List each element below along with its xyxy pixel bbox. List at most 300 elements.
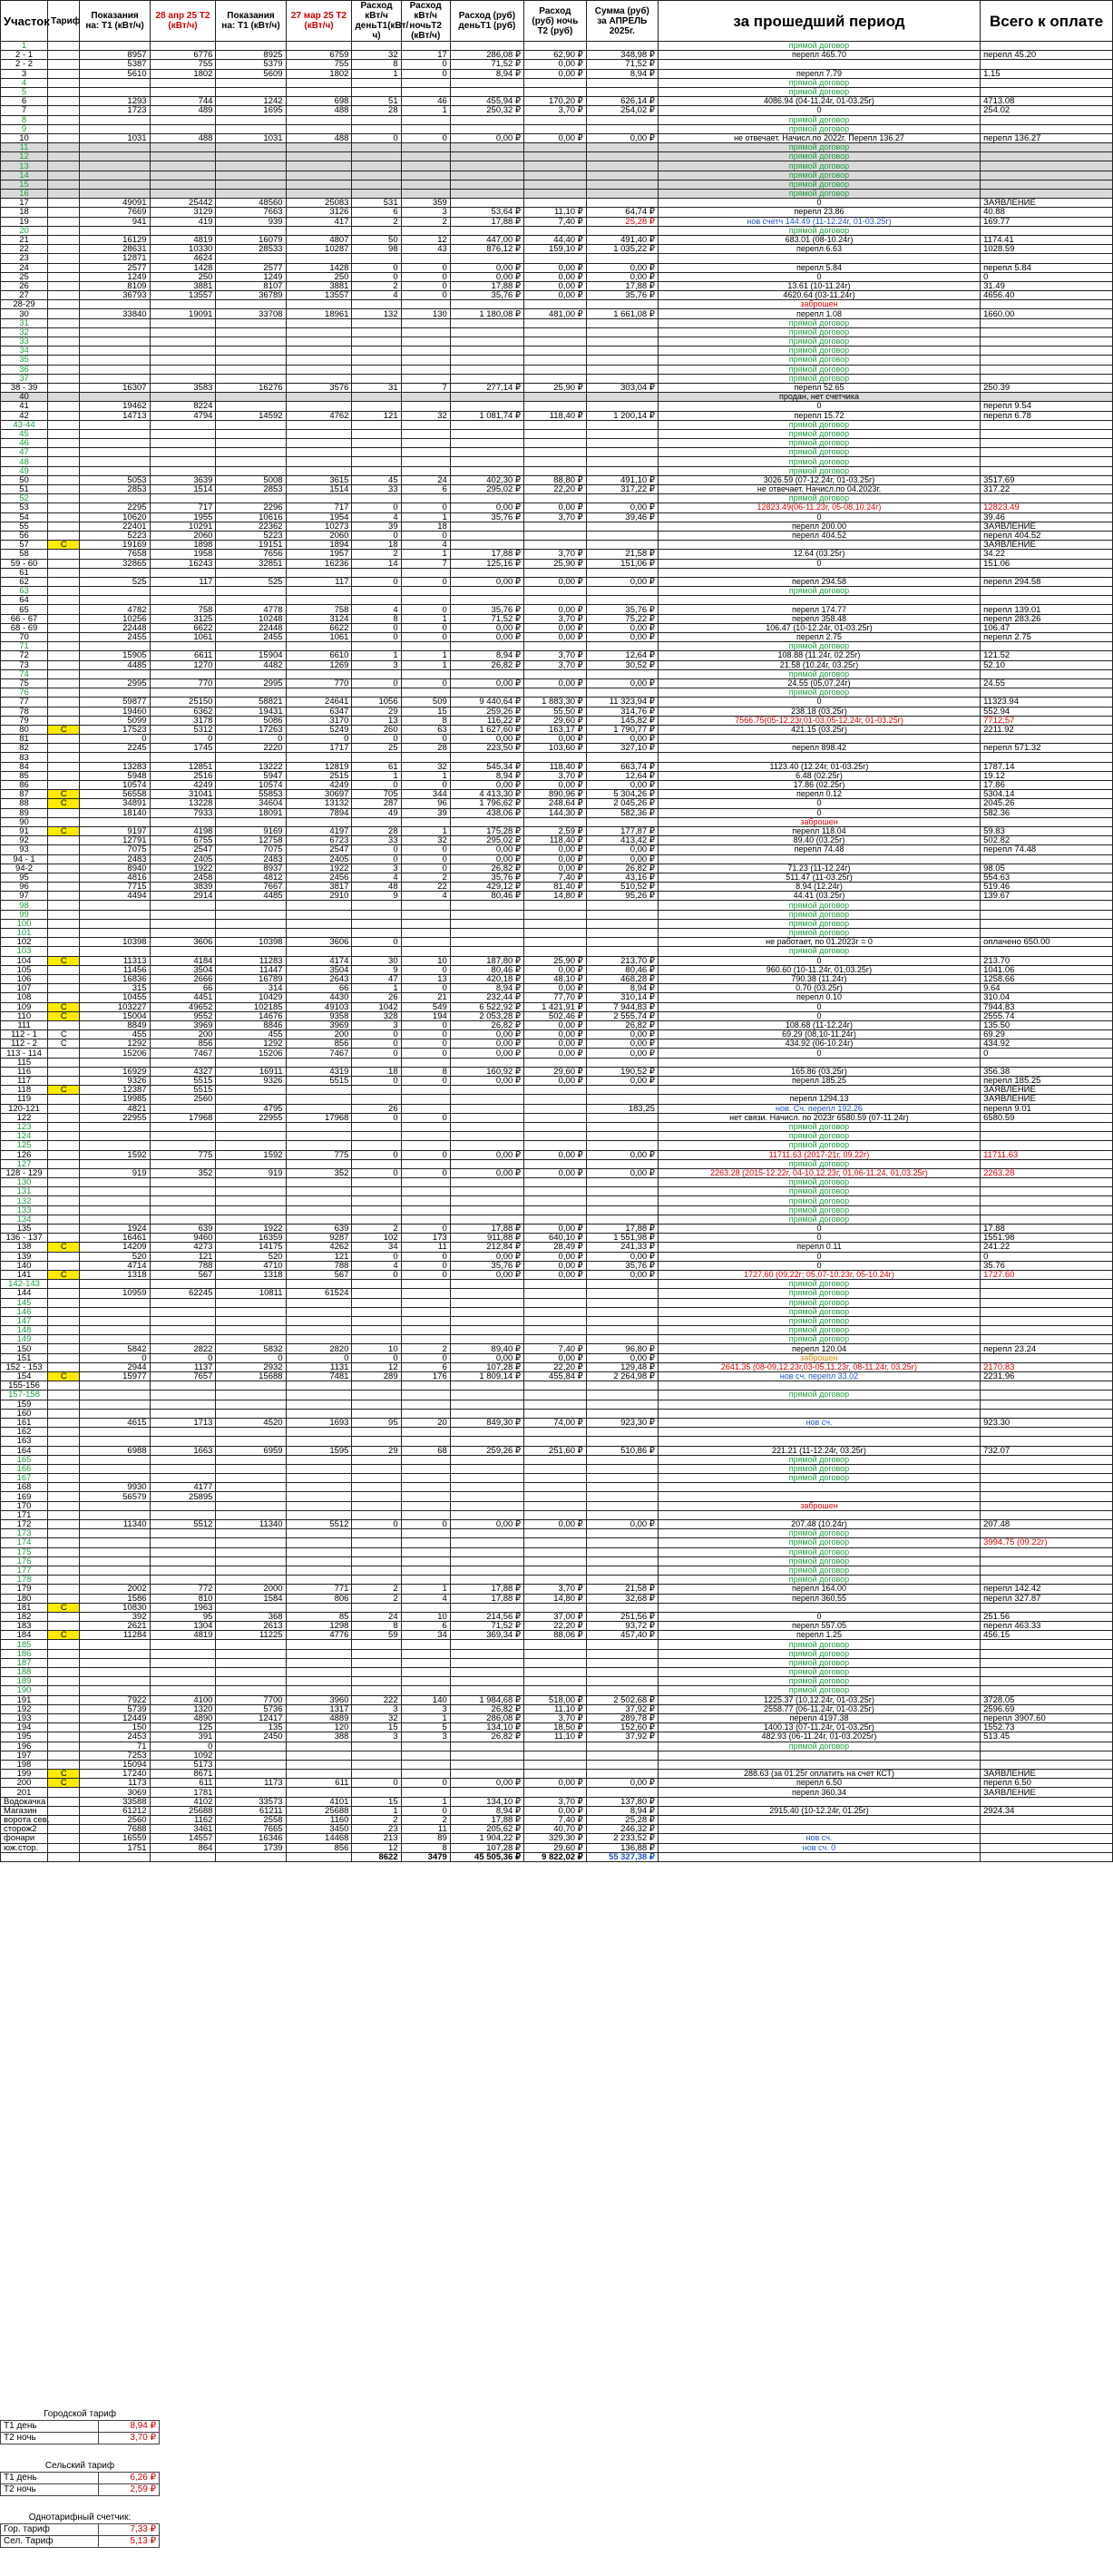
cost-t2-cell (524, 1566, 587, 1575)
cost-t2-cell: 0,00 ₽ (524, 1225, 587, 1234)
use-t1-cell (352, 1556, 401, 1566)
total-cell: перепл 136.27 (981, 133, 1113, 142)
t1-cur-cell (216, 115, 286, 124)
tariff-cell (48, 51, 80, 60)
t2-prev-cell: 13228 (150, 799, 216, 808)
use-t2-cell: 18 (401, 522, 450, 531)
table-row (1, 374, 1113, 383)
t2-cur-cell (286, 1215, 352, 1224)
t1-prev-cell (80, 929, 150, 938)
period-cell: 0 (658, 808, 980, 817)
use-t2-cell (401, 429, 450, 438)
use-t1-cell: 121 (352, 411, 401, 420)
table-row (1, 494, 1113, 503)
t2-cur-cell: 388 (286, 1732, 352, 1742)
sum-cell: 17,88 ₽ (586, 281, 658, 290)
period-cell: перепл 557.05 (658, 1622, 980, 1631)
cost-t1-cell (450, 393, 523, 402)
t1-cur-cell: 33573 (216, 1797, 286, 1806)
tariff-cell (48, 1159, 80, 1168)
sum-cell: 0,00 ₽ (586, 633, 658, 642)
table-row (1, 51, 1113, 60)
use-t1-cell (352, 1658, 401, 1667)
cost-t2-cell: 3,70 ₽ (524, 1585, 587, 1594)
plot-cell: 68 - 69 (1, 623, 48, 632)
t2-prev-cell (150, 448, 216, 457)
t1-prev-cell (80, 190, 150, 199)
cost-t1-cell (450, 115, 523, 124)
sum-cell (586, 1770, 658, 1779)
total-cell (981, 1566, 1113, 1575)
t2-prev-cell: 95 (150, 1612, 216, 1621)
use-t1-cell: 0 (352, 263, 401, 272)
t2-prev-cell (150, 365, 216, 374)
t1-prev-cell: 9197 (80, 826, 150, 835)
tariff-cell: C (48, 826, 80, 835)
total-cell: 552.94 (981, 707, 1113, 716)
table-row (1, 1603, 1113, 1612)
total-cell: 310.04 (981, 993, 1113, 1002)
plot-cell: 110 (1, 1011, 48, 1020)
period-cell: 288.63 (за 01.25г оплатить на счет КСТ) (658, 1770, 980, 1779)
use-t1-cell (352, 1086, 401, 1095)
t2-prev-cell: 200 (150, 1030, 216, 1039)
cost-t1-cell: 0,00 ₽ (450, 1270, 523, 1279)
cost-t1-cell (450, 1510, 523, 1519)
sum-cell (586, 522, 658, 531)
tariff-cell: C (48, 1603, 80, 1612)
total-cell (981, 854, 1113, 864)
tariff-cell: C (48, 1243, 80, 1252)
total-cell: 554.63 (981, 873, 1113, 882)
t1-cur-cell: 10248 (216, 614, 286, 623)
use-t2-cell: 344 (401, 790, 450, 799)
t2-cur-cell (286, 1686, 352, 1695)
period-cell: прямой договор (658, 1556, 980, 1566)
t1-prev-cell (80, 143, 150, 152)
plot-cell: Водокачка (1, 1797, 48, 1806)
t2-cur-cell (286, 420, 352, 429)
total-cell: перепл 45.20 (981, 51, 1113, 60)
use-t1-cell (352, 87, 401, 96)
t2-cur-cell: 567 (286, 1270, 352, 1279)
cost-t1-cell (450, 143, 523, 152)
tariff-cell (48, 1095, 80, 1104)
t1-prev-cell: 392 (80, 1612, 150, 1621)
tariff-cell (48, 1649, 80, 1658)
use-t2-cell (401, 1538, 450, 1547)
cost-t1-cell: 369,34 ₽ (450, 1631, 523, 1640)
t2-prev-cell (150, 753, 216, 762)
use-t1-cell (352, 124, 401, 133)
period-cell (658, 1603, 980, 1612)
t2-cur-cell: 4776 (286, 1631, 352, 1640)
t2-cur-cell (286, 1510, 352, 1519)
sum-cell (586, 1464, 658, 1473)
t1-prev-cell (80, 1132, 150, 1141)
tariff-cell (48, 1307, 80, 1316)
use-t2-cell (401, 1196, 450, 1205)
t2-prev-cell: 4327 (150, 1067, 216, 1076)
cost-t1-cell: 0,00 ₽ (450, 781, 523, 790)
t2-cur-cell: 639 (286, 1225, 352, 1234)
use-t2-cell (401, 596, 450, 605)
cost-t1-cell (450, 1289, 523, 1298)
cost-t1-cell (450, 402, 523, 411)
cost-t1-cell (450, 1788, 523, 1797)
t2-cur-cell: 698 (286, 97, 352, 106)
use-t1-cell: 102 (352, 1234, 401, 1243)
period-cell: 0 (658, 559, 980, 568)
t1-prev-cell: 13283 (80, 762, 150, 771)
table-row (1, 1168, 1113, 1177)
t2-cur-cell (286, 1132, 352, 1141)
cost-t2-cell: 40,70 ₽ (524, 1825, 587, 1834)
use-t2-cell: 1 (401, 826, 450, 835)
plot-cell: 92 (1, 836, 48, 845)
use-t2-cell: 0 (401, 69, 450, 78)
t2-prev-cell (150, 457, 216, 466)
t1-cur-cell (216, 346, 286, 356)
t2-cur-cell (286, 1547, 352, 1556)
table-row (1, 614, 1113, 623)
table-row (1, 1243, 1113, 1252)
period-cell: нет связи. Начисл. по 2023г 6580.59 (07-11.24г) (658, 1113, 980, 1122)
t1-cur-cell: 7667 (216, 883, 286, 892)
cost-t2-cell (524, 152, 587, 161)
t2-cur-cell (286, 190, 352, 199)
cost-t1-cell: 8,94 ₽ (450, 771, 523, 780)
t1-prev-cell: 15206 (80, 1049, 150, 1058)
t1-cur-cell: 5947 (216, 771, 286, 780)
t1-cur-cell (216, 1788, 286, 1797)
period-cell: прямой договор (658, 1640, 980, 1649)
use-t1-cell (352, 161, 401, 171)
tariff-cell (48, 1455, 80, 1464)
t2-cur-cell (286, 42, 352, 51)
total-cell (981, 1529, 1113, 1538)
use-t1-cell: 51 (352, 97, 401, 106)
t1-cur-cell (216, 494, 286, 503)
cost-t2-cell (524, 199, 587, 208)
cost-t1-cell: 849,30 ₽ (450, 1418, 523, 1427)
sum-cell: 21,58 ₽ (586, 1585, 658, 1594)
use-t1-cell (352, 1501, 401, 1510)
table-row (1, 1594, 1113, 1603)
use-t1-cell (352, 439, 401, 448)
t2-cur-cell: 1317 (286, 1704, 352, 1713)
t2-prev-cell (150, 910, 216, 919)
cost-t2-cell: 7,40 ₽ (524, 1344, 587, 1353)
t1-cur-cell (216, 1483, 286, 1492)
t1-prev-cell (80, 901, 150, 910)
total-cell: перепл 6.78 (981, 411, 1113, 420)
t1-cur-cell (216, 171, 286, 180)
total-cell: 9.64 (981, 984, 1113, 993)
period-cell: нов сч. 0 (658, 1843, 980, 1852)
t1-cur-cell (216, 1400, 286, 1409)
cost-t1-cell: 71,52 ₽ (450, 60, 523, 69)
t1-prev-cell (80, 1640, 150, 1649)
cost-t2-cell: 81,40 ₽ (524, 883, 587, 892)
use-t1-cell (352, 1649, 401, 1658)
total-cell: 4713.08 (981, 97, 1113, 106)
cost-t2-cell (524, 327, 587, 337)
cost-t2-cell (524, 448, 587, 457)
cost-t2-cell: 77,70 ₽ (524, 993, 587, 1002)
total-cell (981, 466, 1113, 475)
table-row (1, 69, 1113, 78)
table-row (1, 550, 1113, 559)
city-t2-value: 3,70 ₽ (99, 2433, 160, 2444)
t1-cur-cell (216, 429, 286, 438)
plot-cell: 166 (1, 1464, 48, 1473)
table-row (1, 1011, 1113, 1020)
use-t2-cell (401, 1529, 450, 1538)
use-t1-cell: 14 (352, 559, 401, 568)
t1-prev-cell (80, 318, 150, 327)
sum-cell: 626,14 ₽ (586, 97, 658, 106)
plot-cell: 193 (1, 1713, 48, 1722)
t2-cur-cell (286, 439, 352, 448)
tariff-cell (48, 272, 80, 281)
t2-prev-cell (150, 494, 216, 503)
sum-cell (586, 1335, 658, 1344)
sum-cell: 0,00 ₽ (586, 735, 658, 744)
use-t2-cell (401, 587, 450, 596)
cost-t1-cell: 0,00 ₽ (450, 854, 523, 864)
t1-cur-cell (216, 1576, 286, 1585)
total-cell (981, 1658, 1113, 1667)
t1-prev-cell (80, 1205, 150, 1215)
table-row (1, 1547, 1113, 1556)
t1-cur-cell (216, 1381, 286, 1390)
use-t1-cell: 2 (352, 1594, 401, 1603)
plot-cell: 111 (1, 1020, 48, 1029)
cost-t2-cell: 7,40 ₽ (524, 1816, 587, 1825)
table-row (1, 1668, 1113, 1677)
use-t1-cell: 213 (352, 1834, 401, 1843)
plot-cell: 2 - 1 (1, 51, 48, 60)
tariff-cell (48, 1520, 80, 1529)
table-row (1, 1261, 1113, 1270)
table-row (1, 245, 1113, 254)
use-t2-cell: 4 (401, 1594, 450, 1603)
t1-cur-cell (216, 180, 286, 189)
t2-cur-cell (286, 1280, 352, 1289)
cost-t1-cell: 17,88 ₽ (450, 217, 523, 226)
table-row (1, 143, 1113, 152)
period-cell: прямой договор (658, 374, 980, 383)
header-t2-cur: 27 мар 25 Т2 (кВт/ч) (286, 1, 352, 42)
plot-cell: 97 (1, 892, 48, 901)
tariff-cell (48, 1280, 80, 1289)
t2-cur-cell: 0 (286, 1353, 352, 1362)
t1-cur-cell: 135 (216, 1723, 286, 1732)
cost-t1-cell (450, 42, 523, 51)
cost-t2-cell: 0,00 ₽ (524, 1077, 587, 1086)
sum-cell (586, 374, 658, 383)
use-t1-cell: 4 (352, 512, 401, 522)
sum-cell: 190,52 ₽ (586, 1067, 658, 1076)
cost-t2-cell: 0,00 ₽ (524, 965, 587, 974)
sum-cell (586, 901, 658, 910)
cost-t2-cell (524, 1381, 587, 1390)
period-cell: нов сч. (658, 1834, 980, 1843)
sum-cell: 25,28 ₽ (586, 217, 658, 226)
tariff-cell (48, 1446, 80, 1455)
tariff-cell: C (48, 790, 80, 799)
cost-t2-cell: 44,40 ₽ (524, 235, 587, 244)
t1-prev-cell: 36793 (80, 291, 150, 300)
t2-prev-cell (150, 1178, 216, 1187)
use-t1-cell (352, 171, 401, 180)
table-row (1, 929, 1113, 938)
sum-cell: 0,00 ₽ (586, 1049, 658, 1058)
sum-cell: 0,00 ₽ (586, 1150, 658, 1159)
t1-cur-cell (216, 1538, 286, 1547)
header-t2-prev: 28 апр 25 Т2 (кВт/ч) (150, 1, 216, 42)
t1-prev-cell (80, 180, 150, 189)
use-t2-cell (401, 919, 450, 928)
table-row (1, 337, 1113, 346)
tariff-cell (48, 402, 80, 411)
cost-t1-cell: 35,76 ₽ (450, 1261, 523, 1270)
use-t2-cell: 39 (401, 808, 450, 817)
t2-cur-cell: 3126 (286, 208, 352, 217)
t1-prev-cell (80, 356, 150, 365)
cost-t2-cell: 88,06 ₽ (524, 1631, 587, 1640)
period-cell: прямой договор (658, 919, 980, 928)
t1-cur-cell: 10616 (216, 512, 286, 522)
cost-t2-cell (524, 254, 587, 263)
sum-cell (586, 1649, 658, 1658)
sum-cell (586, 1603, 658, 1612)
t1-prev-cell (80, 87, 150, 96)
tariff-cell (48, 568, 80, 577)
t1-prev-cell: 7715 (80, 883, 150, 892)
t1-prev-cell: 22955 (80, 1113, 150, 1122)
period-cell: 434.92 (06-10.24г) (658, 1039, 980, 1049)
cost-t2-cell: 22,20 ₽ (524, 1362, 587, 1371)
t2-cur-cell: 9287 (286, 1234, 352, 1243)
t2-cur-cell: 1428 (286, 263, 352, 272)
use-t2-cell: 6 (401, 1362, 450, 1371)
total-cell (981, 374, 1113, 383)
period-cell: продан, нет счетчика (658, 393, 980, 402)
cost-t2-cell (524, 587, 587, 596)
table-row (1, 1446, 1113, 1455)
cost-t2-cell (524, 1576, 587, 1585)
total-cell (981, 753, 1113, 762)
plot-cell: 89 (1, 808, 48, 817)
cost-t1-cell (450, 1132, 523, 1141)
total-cost-t1: 45 505,36 ₽ (450, 1852, 523, 1861)
t2-cur-cell: 1595 (286, 1446, 352, 1455)
t2-cur-cell: 6723 (286, 836, 352, 845)
t1-prev-cell: 16929 (80, 1067, 150, 1076)
sum-cell (586, 688, 658, 698)
total-cell: 456.15 (981, 1631, 1113, 1640)
t1-cur-cell: 5832 (216, 1344, 286, 1353)
t2-prev-cell: 1922 (150, 864, 216, 873)
t1-prev-cell: 32865 (80, 559, 150, 568)
use-t2-cell (401, 1649, 450, 1658)
cost-t1-cell (450, 1104, 523, 1113)
cost-t2-cell (524, 947, 587, 956)
cost-t2-cell: 0,00 ₽ (524, 605, 587, 614)
use-t2-cell: 0 (401, 263, 450, 272)
t1-prev-cell: 2295 (80, 503, 150, 512)
sum-cell (586, 1640, 658, 1649)
cost-t1-cell (450, 1658, 523, 1667)
t2-prev-cell: 489 (150, 106, 216, 115)
period-cell (658, 1760, 980, 1769)
t1-cur-cell (216, 901, 286, 910)
table-row (1, 1658, 1113, 1667)
total-cell (981, 1556, 1113, 1566)
cost-t2-cell: 159,10 ₽ (524, 245, 587, 254)
header-total: Всего к оплате (981, 1, 1113, 42)
cost-t1-cell (450, 420, 523, 429)
period-cell: 12.64 (03.25г) (658, 550, 980, 559)
sum-cell (586, 1159, 658, 1168)
plot-cell: 178 (1, 1576, 48, 1585)
t2-cur-cell (286, 901, 352, 910)
t2-prev-cell: 6776 (150, 51, 216, 60)
period-cell: перепл 7.79 (658, 69, 980, 78)
plot-cell: 185 (1, 1640, 48, 1649)
total-cell (981, 1298, 1113, 1307)
total-cell (981, 735, 1113, 744)
t2-cur-cell (286, 1658, 352, 1667)
t1-cur-cell (216, 1095, 286, 1104)
t1-cur-cell (216, 587, 286, 596)
t1-cur-cell (216, 1132, 286, 1141)
cost-t2-cell: 0,00 ₽ (524, 263, 587, 272)
use-t2-cell (401, 356, 450, 365)
tariff-cell (48, 1104, 80, 1113)
t2-cur-cell (286, 1501, 352, 1510)
tariff-cell (48, 984, 80, 993)
t2-prev-cell (150, 1538, 216, 1547)
plot-cell: 13 (1, 161, 48, 171)
cost-t2-cell: 0,00 ₽ (524, 1039, 587, 1049)
t1-prev-cell (80, 1464, 150, 1473)
sum-cell: 241,33 ₽ (586, 1243, 658, 1252)
plot-cell: 72 (1, 651, 48, 660)
period-cell: прямой договор (658, 1316, 980, 1325)
cost-t2-cell: 2,59 ₽ (524, 826, 587, 835)
t1-cur-cell: 55853 (216, 790, 286, 799)
header-t1-cur: Показания на: Т1 (кВт/ч) (216, 1, 286, 42)
plot-cell: 58 (1, 550, 48, 559)
sum-cell: 26,82 ₽ (586, 864, 658, 873)
cost-t1-cell (450, 1760, 523, 1769)
sum-cell (586, 190, 658, 199)
t2-prev-cell (150, 300, 216, 309)
plot-cell: 141 (1, 1270, 48, 1279)
t2-prev-cell: 6611 (150, 651, 216, 660)
cost-t2-cell (524, 318, 587, 327)
period-cell: 2263.28 (2015-12.22г, 04-10,12.23г, 01,06-11.24, 01,03.25г) (658, 1168, 980, 1177)
cost-t2-cell: 3,70 ₽ (524, 1797, 587, 1806)
cost-t2-cell (524, 669, 587, 678)
table-row (1, 1474, 1113, 1483)
plot-cell: 123 (1, 1122, 48, 1131)
use-t2-cell: 0 (401, 291, 450, 300)
use-t2-cell (401, 115, 450, 124)
